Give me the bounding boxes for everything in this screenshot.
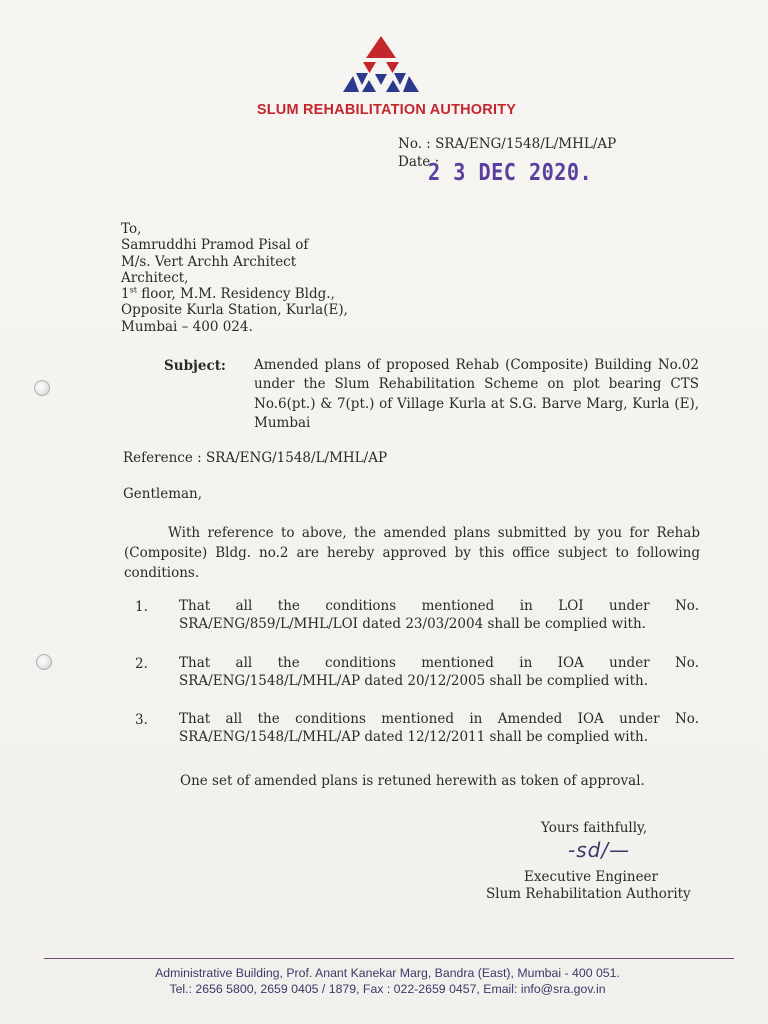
address-line-5: Opposite Kurla Station, Kurla(E), — [121, 302, 348, 319]
yours-faithfully: Yours faithfully, — [541, 820, 648, 836]
signature: -sd/— — [568, 838, 631, 862]
condition-2-line-2: SRA/ENG/1548/L/MHL/AP dated 20/12/2005 shall be complied with. — [179, 673, 648, 689]
condition-1-line-1: That all the conditions mentioned in LOI under No. — [179, 598, 699, 614]
address-line-4-text: floor, M.M. Residency Bldg., — [141, 286, 335, 303]
org-name: SLUM REHABILITATION AUTHORITY — [256, 102, 517, 118]
footer-address: Administrative Building, Prof. Anant Kanekar Marg, Bandra (East), Mumbai - 400 051. — [155, 966, 620, 980]
condition-1-line-2: SRA/ENG/859/L/MHL/LOI dated 23/03/2004 shall be complied with. — [179, 616, 646, 632]
subject-label: Subject: — [164, 358, 226, 374]
condition-2-number: 2. — [135, 656, 148, 672]
condition-2-text — [179, 654, 699, 690]
sra-logo-icon — [340, 36, 422, 94]
floor-number: 1 — [121, 286, 130, 303]
recipient-address — [121, 221, 348, 335]
punch-hole-top — [34, 380, 50, 396]
letter-number: No. : SRA/ENG/1548/L/MHL/AP — [398, 136, 617, 152]
address-line-4 — [121, 286, 348, 302]
condition-1-text — [179, 597, 699, 633]
reference-line: Reference : SRA/ENG/1548/L/MHL/AP — [123, 450, 388, 466]
address-line-2: M/s. Vert Archh Architect — [121, 253, 297, 270]
condition-3-line-1: That all the conditions mentioned in Amended IOA under No. — [179, 711, 699, 727]
date-label: Date : — [398, 154, 440, 170]
condition-3-text — [179, 710, 699, 746]
address-line-1: Samruddhi Pramod Pisal of — [121, 237, 309, 254]
date-stamp: 2 3 DEC 2020. — [428, 160, 593, 186]
footer-contact: Tel.: 2656 5800, 2659 0405 / 1879, Fax : 022-2659 0457, Email: info@sra.gov.in — [169, 982, 606, 996]
closing-line: One set of amended plans is retuned herewith as token of approval. — [180, 773, 645, 789]
condition-3-line-2: SRA/ENG/1548/L/MHL/AP dated 12/12/2011 shall be complied with. — [179, 729, 648, 745]
condition-3-number: 3. — [135, 712, 148, 728]
intro-paragraph: With reference to above, the amended plans submitted by you for Rehab (Composite) Bldg. no.2 are hereby approved by this office subject to following conditions. — [124, 525, 700, 581]
address-line-6: Mumbai – 400 024. — [121, 318, 253, 335]
punch-hole-bottom — [36, 654, 52, 670]
condition-2-line-1: That all the conditions mentioned in IOA under No. — [179, 655, 699, 671]
signatory-org: Slum Rehabilitation Authority — [486, 886, 691, 902]
signatory-title: Executive Engineer — [524, 869, 658, 885]
footer-divider — [44, 958, 734, 959]
condition-1-number: 1. — [135, 599, 148, 615]
address-to: To, — [121, 221, 142, 237]
floor-suffix: st — [129, 285, 137, 295]
salutation: Gentleman, — [123, 486, 203, 502]
subject-text: Amended plans of proposed Rehab (Composite) Building No.02 under the Slum Rehabilitation Scheme on plot bearing CTS No.6(pt.) & 7(pt.) of Village Kurla at S.G. Barve Marg, Kurla (E), Mumbai — [254, 357, 699, 431]
address-line-3: Architect, — [121, 269, 189, 286]
